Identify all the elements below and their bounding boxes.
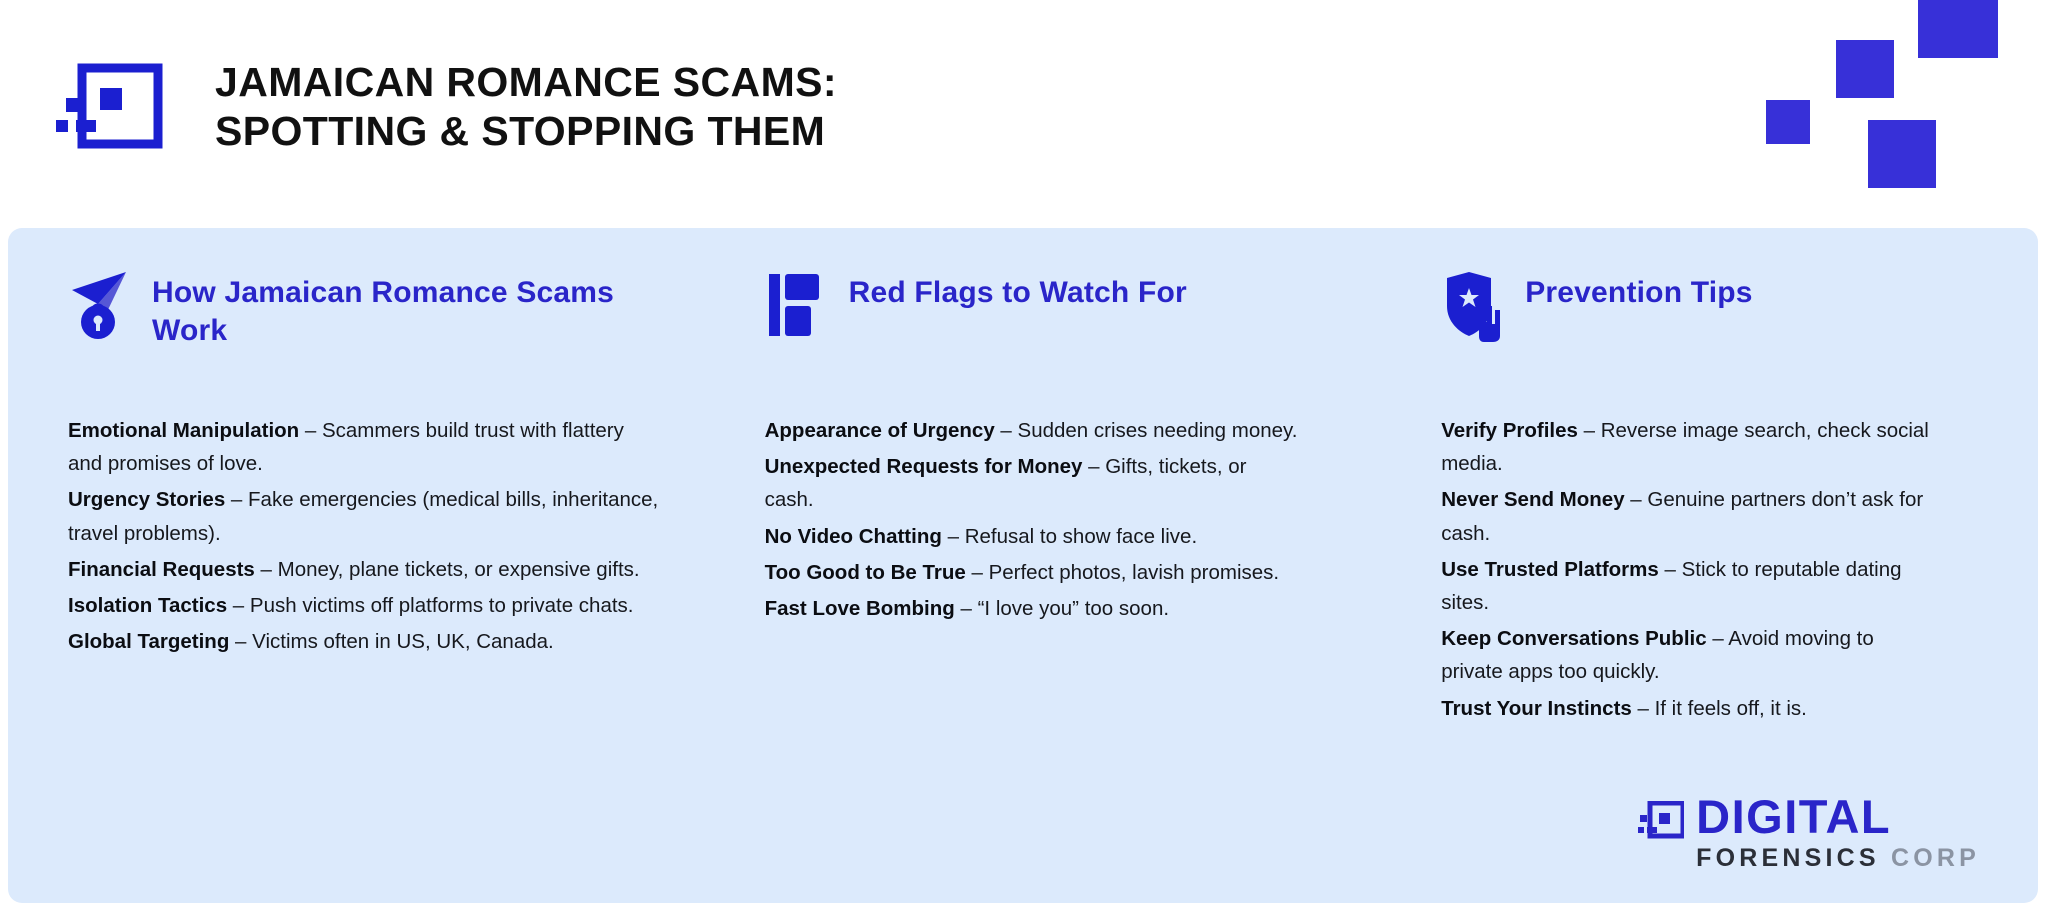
shield-hand-stop-icon <box>1441 270 1503 342</box>
list-item-term: Use Trusted Platforms <box>1441 557 1659 581</box>
list-item-dash: – <box>1706 627 1729 651</box>
footer-logo-corp: CORP <box>1890 844 1980 872</box>
list-item-desc: Gifts, tickets, or cash. <box>764 455 1247 512</box>
column-prevention-tips <box>1341 270 1978 728</box>
list-item-desc: Fake emergencies (medical bills, inheritance, travel problems). <box>68 488 659 545</box>
list-item-term: Emotional Manipulation <box>68 419 300 442</box>
list-item <box>1441 692 1936 725</box>
list-item-desc: Money, plane tickets, or expensive gifts. <box>277 557 640 581</box>
footer-logo <box>1638 790 1980 872</box>
list-item-term: Trust Your Instincts <box>1441 696 1632 720</box>
page-title-line-2: SPOTTING & STOPPING THEM <box>215 107 826 154</box>
list-item-dash: – <box>225 488 249 512</box>
list-item <box>765 592 1300 625</box>
column-header <box>68 270 663 366</box>
list-item <box>68 414 663 480</box>
list-item-term: Isolation Tactics <box>68 594 228 618</box>
list-item <box>1441 622 1936 688</box>
list-item-desc: Scammers build trust with flattery and promises of love. <box>68 419 624 476</box>
content-columns <box>8 228 2038 728</box>
list-item-dash: – <box>965 560 989 584</box>
footer-logo-name: DIGITAL <box>1696 790 1892 843</box>
warning-flag-icon <box>765 270 827 342</box>
list-item-desc: Push victims off platforms to private chats. <box>249 594 634 618</box>
list-item <box>765 520 1300 553</box>
list-item-dash: – <box>227 594 250 618</box>
list-item-dash: – <box>1082 455 1106 479</box>
paper-plane-lock-icon <box>68 270 130 342</box>
list-item-term: Unexpected Requests for Money <box>764 455 1083 479</box>
list-item <box>68 589 663 622</box>
column-title: How Jamaican Romance Scams Work <box>152 276 615 348</box>
list-item-term: Financial Requests <box>68 557 255 581</box>
list-item <box>68 483 663 549</box>
list-item-term: Urgency Stories <box>68 488 226 512</box>
decorative-square-2 <box>1836 40 1894 98</box>
column-how-scams-work <box>68 270 705 728</box>
list-item-dash: – <box>229 630 253 654</box>
list-item <box>765 556 1300 589</box>
list-item-term: Global Targeting <box>68 630 230 654</box>
list-item-desc: Sudden crises needing money. <box>1017 419 1298 442</box>
list-item-dash: – <box>954 597 978 621</box>
list-item <box>68 553 663 586</box>
decorative-square-3 <box>1766 100 1810 144</box>
list-item-dash: – <box>1631 696 1655 720</box>
list-item-desc: Avoid moving to private apps too quickly. <box>1441 627 1874 684</box>
footer-logo-subname <box>1696 846 1980 871</box>
digital-forensics-mark-icon <box>1638 801 1684 847</box>
column-title: Red Flags to Watch For <box>848 276 1187 309</box>
page-title-line-1: JAMAICAN ROMANCE SCAMS: <box>215 59 837 105</box>
list-item-desc: Victims often in US, UK, Canada. <box>252 630 554 654</box>
column-title: Prevention Tips <box>1525 276 1753 309</box>
list-item-term: Fast Love Bombing <box>764 597 955 621</box>
list-item-dash: – <box>1577 419 1601 442</box>
footer-logo-forensics: FORENSICS <box>1696 844 1880 872</box>
list-item-dash: – <box>254 557 278 581</box>
decorative-square-1 <box>1918 0 1998 58</box>
footer-logo-text <box>1696 790 1980 872</box>
list-item-term: Verify Profiles <box>1441 419 1578 442</box>
list-item <box>1441 414 1936 480</box>
list-item-term: Keep Conversations Public <box>1441 627 1707 651</box>
list-item <box>765 414 1300 447</box>
list-item <box>1441 553 1936 619</box>
list-item-desc: Reverse image search, check social media. <box>1441 419 1929 476</box>
column-items <box>765 414 1300 625</box>
column-header <box>1441 270 1936 366</box>
list-item-term: No Video Chatting <box>764 524 942 548</box>
list-item-term: Appearance of Urgency <box>764 419 995 442</box>
list-item-desc: If it feels off, it is. <box>1654 696 1807 720</box>
list-item-desc: Perfect photos, lavish promises. <box>988 560 1280 584</box>
column-header <box>765 270 1300 366</box>
list-item <box>1441 483 1936 549</box>
list-item-dash: – <box>1658 557 1682 581</box>
list-item <box>765 450 1300 516</box>
list-item-term: Too Good to Be True <box>764 560 966 584</box>
column-items <box>68 414 663 658</box>
content-panel <box>8 228 2038 903</box>
decorative-square-4 <box>1868 120 1936 188</box>
column-red-flags <box>705 270 1342 728</box>
page-title <box>215 58 837 156</box>
list-item <box>68 625 663 658</box>
list-item-desc: Refusal to show face live. <box>964 524 1198 548</box>
list-item-dash: – <box>941 524 965 548</box>
digital-forensics-mark-icon <box>56 62 164 158</box>
list-item-desc: Genuine partners don’t ask for cash. <box>1441 488 1924 545</box>
list-item-dash: – <box>1624 488 1648 512</box>
column-items <box>1441 414 1936 725</box>
header <box>0 0 2046 228</box>
list-item-desc: “I love you” too soon. <box>977 597 1170 621</box>
list-item-dash: – <box>299 419 322 442</box>
list-item-desc: Stick to reputable dating sites. <box>1441 557 1902 615</box>
list-item-dash: – <box>994 419 1018 442</box>
list-item-term: Never Send Money <box>1441 488 1625 512</box>
